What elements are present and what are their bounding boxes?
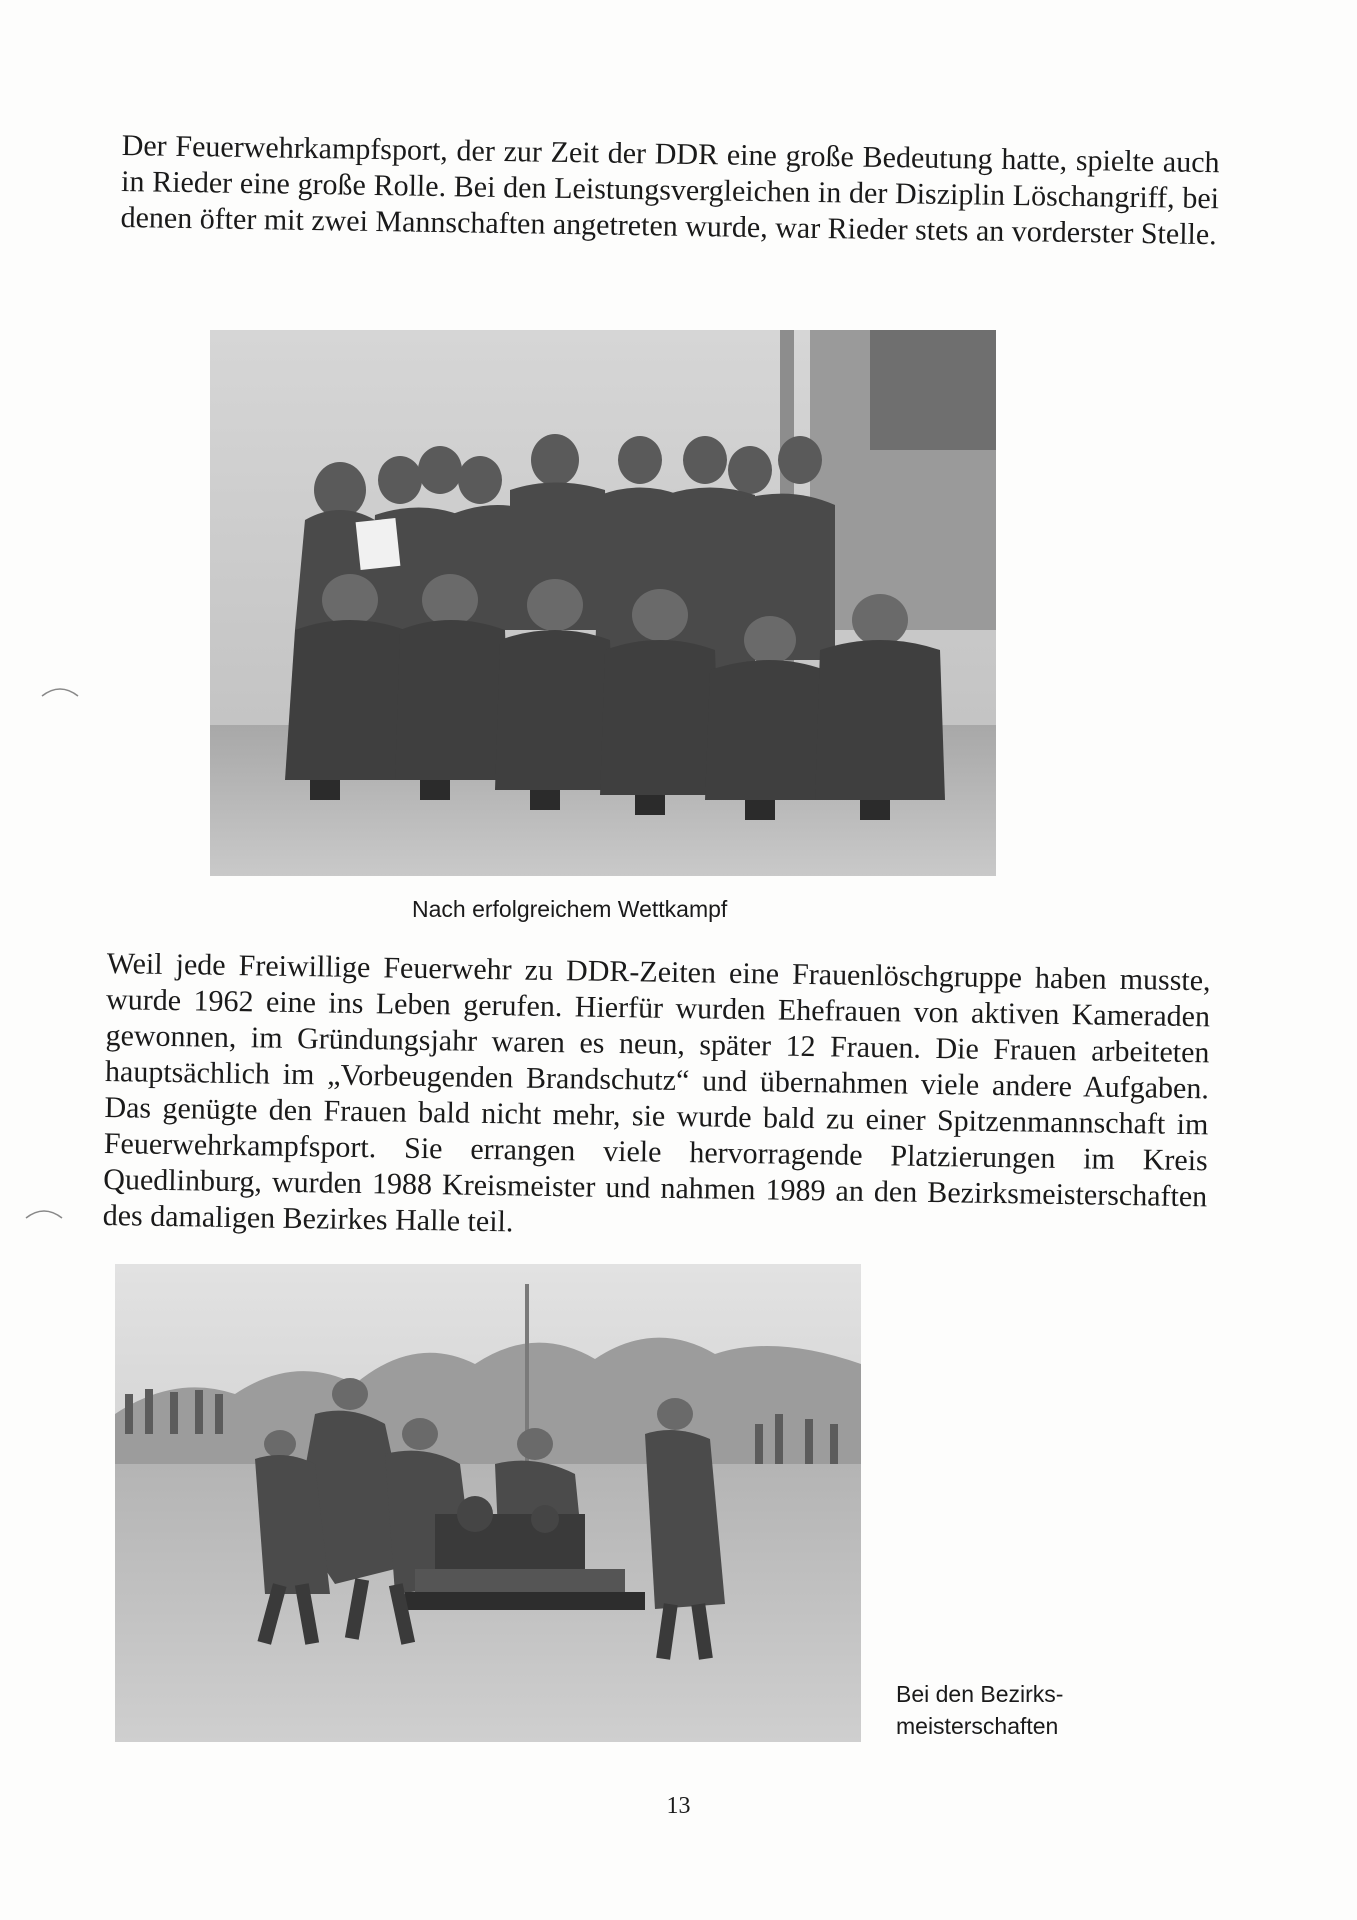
paragraph-frauenloeschgruppe: Weil jede Freiwillige Feuerwehr zu DDR-Zeiten eine Frauenlöschgruppe haben musste, wurde 1962 eine ins Leben gerufen. Hierfür wurden Ehefrauen von aktiven Kameraden gewonnen, im Gründungsjahr waren es neun, später 12 Frauen. Die Frauen arbeiteten hauptsächlich im „Vorbeugenden Brandschutz“ und übernahmen viele andere Aufgaben. Das genügte den Frauen bald nicht mehr, sie wurde bald zu einer Spitzenmannschaft im Feuerwehrkampfsport. Sie errangen viele hervorragende Platzierungen im Kreis Quedlinburg, wurden 1988 Kreismeister und nahmen 1989 an den Bezirksmeisterschaften des damaligen Bezirkes Halle teil. <box>102 946 1211 1239</box>
competition-photo-firefighters <box>115 1264 861 1742</box>
paragraph-feuerwehrkampfsport: Der Feuerwehrkampfsport, der zur Zeit der DDR eine große Bedeutung hatte, spielte auch in Rieder eine große Rolle. Bei den Leistungsvergleichen in der Disziplin Löschangriff, bei denen öfter mit zwei Mannschaften angetreten wurde, war Rieder stets an vorderster Stelle. <box>120 128 1220 252</box>
punch-hole-mark <box>40 684 80 698</box>
group-photo-drawing <box>210 330 996 876</box>
photo-caption-wettkampf: Nach erfolgreichem Wettkampf <box>412 896 728 922</box>
competition-photo-drawing <box>115 1264 861 1742</box>
page-number: 13 <box>666 1793 691 1819</box>
group-photo-firefighters <box>210 330 996 876</box>
punch-hole-mark <box>24 1206 64 1220</box>
photo-caption-bezirksmeisterschaften: Bei den Bezirks- meisterschaften <box>896 1681 1064 1739</box>
